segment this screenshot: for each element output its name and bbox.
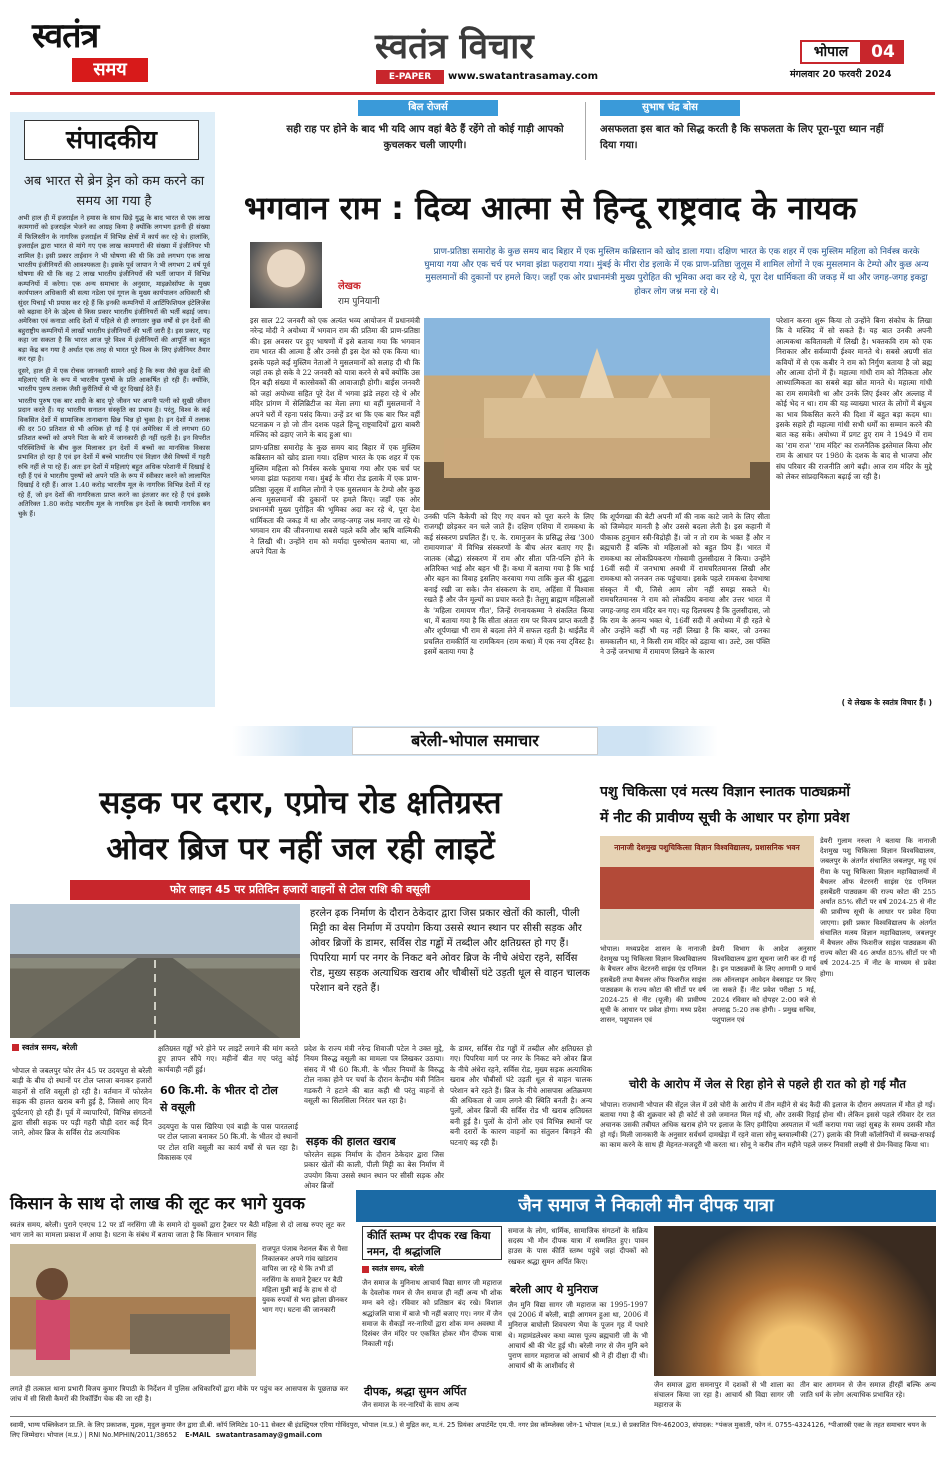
imprint: [10, 1420, 936, 1460]
lead-intro: प्राण-प्रतिष्ठा समारोह के कुछ समय बाद बिहार में एक मुस्लिम कब्रिस्तान को खोद डाला गया। दक्षिण भारत के एक शहर में एक मुस्लिम महिला को निर्वस्त्र करके घुमाया गया और एक चर्च पर भगवा झंडा फहराया गया। मुंबई के मीरा रोड इलाके में एक प्राण-प्रतिष्ठा जुलूस में शामिल लोगों ने एक मुसलमान के टेम्पो और कुछ अन्य मुसलमानों की दुकानों पर हमले किए। जहाँ एक ओर प्रधानमंत्री मुख्य पुरोहित की भूमिका अदा कर रहे थे, पूरा देश धार्मिकता की जकड़ में था और जगह-जगह इकट्ठा होकर लोग जश्न मना रहे थे।: [424, 247, 929, 297]
loot-side: राजपूत पंजाब नेशनल बैंक से पैसा निकालकर अपने गांव खांडराव वापिस जा रहे थे कि तभी डॉ नरसिंगा के समाने ट्रैक्टर पर बैठी महिला मुन्नी बाई के हाथ से दो युवक रुपयों से भरा झोला छीनकर भाग गए। घटना की जानकारी: [262, 1245, 348, 1315]
loot-intro: स्वतंत्र समय, बरेली। पुराने एनएच 12 पर डॉ नरसिंगा जी के समाने दो युवकों द्वारा ट्रैक्टर पर बैठी महिला से दो लाख रुपए लूट कर भाग जाने का मामला प्रकाश में आया है। घटना के संबंध में बताया जाता है कि किसान भगवान सिंह: [10, 1221, 345, 1239]
logo-bottom: समय: [72, 58, 148, 82]
loot-headline: किसान के साथ दो लाख की लूट कर भागे युवक: [10, 1194, 305, 1214]
date-line: मंगलवार 20 फरवरी 2024: [790, 69, 892, 80]
author-label: लेखक: [338, 281, 361, 292]
lead-col-2: उनकी पत्नि कैकेयी को दिए गए वचन को पूरा करने के लिए राजगद्दी छोड़कर वन चले जाते हैं। दक्षिण एशिया में रामकथा के कई संस्करण प्रचलित हैं। ए. के. रामानुजन के प्रसिद्ध लेख '300 रामायणाज' में विभिन्न संस्करणों के बीच अंतर बताए गए हैं। जातक (बौद्ध) संस्करण में राम और सीता पति-पत्नि होने के अतिरिक्त भाई और बहन भी हैं। कथा में बताया गया है कि भाई और बहन का विवाह इसलिए करवाया गया ताकि कुल की शुद्धता बनाई रखी जा सके। जैन संस्करण के राम, अहिंसा में विश्वास रखते हैं और जैन मूल्यों का प्रचार करते हैं। तेलुगू ब्राह्मण महिलाओं के 'महिला रामायण गीत', जिन्हें रंगनायकम्मा ने संकलित किया था, में बताया गया है कि सीता अंततः राम पर विजय प्राप्त करती हैं और शूर्पणखा भी राम से बदला लेने में सफल रहती है। थाईलैंड में प्रचलित रामकीर्ति या रामकियन (राम कथा) में एक नया ट्विस्ट है। इसमें बताया गया है: [424, 512, 594, 657]
quote-2-text: असफलता इस बात को सिद्ध करती है कि सफलता के लिए पूरा-पूरा ध्यान नहीं दिया गया।: [600, 124, 884, 151]
quote-1-text: सही राह पर होने के बाद भी यदि आप वहां बैठे हैं रहेंगे तो कोई गाड़ी आपको कुचलकर चली जाएगी।: [286, 124, 564, 151]
jail-body: भोपाल। राजधानी भोपाल की सेंट्रल जेल में उसे चोरी के आरोप में तीन महीने से बंद कैदी की इलाज के दौरान अस्पताल में मौत हो गई। बताया गया है की शुक्रवार को ही कोर्ट से उसे जमानत मिल गई थी, और उसकी रिहाई होना थी। लेकिन इससे पहले रविवार देर रात अचानक उसकी तबीयत अधिक खराब होने पर इलाज के लिए हमीदिया अस्पताल में भर्ती कराया गया जहां सुबह के समय उसकी मौत हो गई। मिली जानकारी के अनुसार सर्वधर्म दामखेड़ा में रहने वाला सोनू ब्लवाल्मीकी (27) इलाके की निजी कॉलोनियों में स्वच्छ-सफाई का काम करने के साथ ही मेहनत-मजदूरी भी करता था। सोनू ने करीब तीन महीने पहले जरूर निवासी लक्ष्मी से प्रेम-विवाह किया था।: [600, 1101, 935, 1150]
editorial-para-3: भारतीय पुरुष एक बार शादी के बाद पूरे जीवन भर अपनी पत्नी को सुखी जीवन प्रदान करते हैं। यह भारतीय सनातन संस्कृति का प्रभाव है। परंतु, विश्व के कई विकसित देशों में सामाजिक तानाबाना छिन्न भिन्न हो चुका है। इन देशों में तलाक की दर 50 प्रतिशत से भी अधिक हो गई है एवं अमेरिका में तो लगभग 60 प्रतिशत बच्चों को अपने पिता के बारे में जानकारी ही नहीं रहती है। इन विपरीत परिस्थितियों के बीच कुल मिलाकर इन देशों में बच्चों का मानसिक विकास प्रभावित हो रहा है एवं इन देशों में बच्चे भारतीय एवं विज्ञान जैसे विषयों में गहरी रुचि नहीं ले पा रहे हैं। अतः इन देशों में महिलाएं बहुत अधिक परेशानी में दिखाई दे रही हैं एवं वे भारतीय पुरुषों को अपने पति के रूप में स्वीकार करने को लालायित दिखाई दे रही हैं। आज 1.40 करोड़ भारतीय मूल के नागरिक विभिन्न देशों में रह रहे हैं, जो इन देशों की नागरिकता प्राप्त करने का इंतजार कर रहे हैं एवं इसके अतिरिक्त 1.80 करोड़ भारतीय मूल के नागरिक इन देशों के स्थायी नागरिक बन चुके हैं।: [18, 396, 210, 518]
bridge-body-1: भोपाल से जबलपुर फोर लेन 45 पर उदयपुरा से बरेली बाड़ी के बीच दो स्थानों पर टोल प्लाजा बनाकर हजारों वाहनों से राशि वसूली हो रही है। वर्तमान में फोरलेन सड़क की हालत खराब बनी हुई है, जिससे आए दिन दुर्घटनाएं हो रही हैं। पूर्व में व्यापारियों, विभिन्न संगठनों द्वारा सीसी सड़क पर पड़ी गहरी चौड़ी दरार कई दिन जाने, ओवर ब्रिज के सर्विस रोड अत्याधिक: [12, 1066, 152, 1138]
jain-photo: [654, 1226, 936, 1376]
jain-body-1b: जैन समाज के नर-नारियों के साथ अन्य: [362, 1401, 459, 1409]
bridge-subhead-1: 60 कि.मी. के भीतर दो टोल से वसूली: [160, 1084, 278, 1114]
bridge-intro: हरलेन ढ़क निर्माण के दौरान ठेकेदार द्वारा जिस प्रकार खेतों की काली, पीली मिट्टी का बेस निर्माण में उपयोग किया उससे स्थान स्थान पर सीसी सड़क और ओवर ब्रिजों के डामर, सर्विस रोड गड्ढों में तब्दील और क्षतिग्रस्त हो गए हैं। पिपरिया मार्ग पर नगर के निकट बने ओवर ब्रिज के नीचे अंधेरा रहने, सर्विस रोड, मुख्य सड़क अत्याधिक खराब और चौबीसों घंटे उड़ती धूल से वाहन चालक परेशान बने रहते हैं।: [310, 908, 590, 994]
jail-headline: चोरी के आरोप में जेल से रिहा होने से पहले ही रात को हो गई मौत: [629, 1077, 906, 1091]
bridge-body-4: प्रदेश के राज्य मंत्री नरेन्द्र शिवाजी पटेल ने उक्त मुद्दे, नियम विरुद्ध वसूली का मामला पत्र लिखकर उठाया। संसद में भी 60 कि.मी. के भीतर नियमों के विरुद्ध टोल नाका होने पर चर्चा के दौरान केन्द्रीय मंत्री नितिन गडकरी ने हटाने की बात कही थी परंतु वाहनों से वसूली का सिलसिला निरंतर चल रहा है।: [304, 1044, 444, 1106]
road-illustration: [10, 904, 300, 1038]
bridge-body-2: क्षतिग्रस्त गड्ढों भरे होने पर लाइटें लगाने की मांग करते हुए ज्ञापन सौंपे गए। महीनों बीत गए परंतु कोई कार्यवाही नहीं हुई।: [158, 1044, 298, 1074]
editorial-para-2: दूसरे, हाल ही में एक रोचक जानकारी सामने आई है कि रूस जैसे कुछ देशों की महिलाएं पति के रूप में भारतीय पुरुषों के प्रति आकर्षित हो रही हैं। क्योंकि, भारतीय पुरुष तलाक जैसी कुरीतियों से भी दूर दिखाई देते हैं।: [18, 366, 210, 394]
editorial-label: संपादकीय: [24, 120, 199, 160]
university-photo: [600, 836, 814, 940]
bridge-body-6: के डामर, सर्विस रोड गड्ढों में तब्दील और क्षतिग्रस्त हो गए। पिपरिया मार्ग पर नगर के निकट बने ओवर ब्रिज के नीचे अंधेरा रहने, सर्विस रोड, मुख्य सड़क अत्याधिक खराब और चौबीसों घंटे उड़ती धूल से वाहन चालक परेशान बने रहते हैं। ब्रिज के नीचे आसपास अतिक्रमण की अधिकता से जाम लगने की स्थिति बनती है। अन्य पुलों, ओवर ब्रिजों की सर्विस रोड भी खराब क्षतिग्रस्त बनी हुई है। पुलों के दोनों ओर एवं विभिन्न स्थानों पर बनी दरारों के कारण वाहनों का संतुलन बिगड़ने की घटनाएं बढ़ रही हैं।: [450, 1044, 592, 1147]
vet-body-1: भोपाल। मध्यप्रदेश शासन के नानाजी देशमुख पशु चिकित्सा विज्ञान विश्वविद्यालय के बैचलर ऑफ वेटरनरी साइंस एंड एनिमल हसबेंडरी तथा बैचलर ऑफ फिशरीज साइंस पाठ्यक्रम के राज्य कोटा की सीटों पर वर्ष 2024-25 से नीट (यूजी) की प्रावीण्य सूची के आधार पर प्रवेश होगा। मध्य प्रदेश शासन, पशुपालन एवं: [600, 945, 706, 1025]
author-name: राम पुनियानी: [338, 297, 380, 307]
jain-headline: जैन समाज ने निकाली मौन दीपक यात्रा: [356, 1190, 936, 1222]
imprint-email-label: E-MAIL: [185, 1431, 211, 1439]
loot-photo: [10, 1244, 256, 1376]
loot-illustration: [10, 1244, 256, 1376]
bridge-subhead-2: सड़क की हालत खराब: [306, 1135, 396, 1148]
vet-side: डेयरी गुलाम नरुला ने बताया कि नानाजी देशमुख पशु चिकित्सा विज्ञान विश्वविद्यालय, जबलपुर के अंतर्गत संचालित जबलपुर, महू एवं रीवा के पशु चिकित्सा विज्ञान महाविद्यालयों में बैचलर ऑफ वेटरनरी साइंस एंड एनिमल हसबेंडरी पाठ्यक्रम की राज्य कोटा की 255 अर्थात 85% सीटों पर वर्ष 2024-25 से नीट की प्रावीण्य सूची के आधार पर प्रवेश दिया जाएगा। इसी प्रकार विश्वविद्यालय के अंतर्गत संचालित मत्स्य विज्ञान महाविद्यालय, जबलपुर में बैचलर ऑफ फिशरीज साइंस पाठ्यक्रम की राज्य कोटा की 46 अर्थात 85% सीटों पर भी वर्ष 2024-25 में नीट के माध्यम से प्रवेश होगा।: [820, 837, 936, 978]
lead-headline: भगवान राम : दिव्य आत्मा से हिन्दू राष्ट्रवाद के नायक: [244, 189, 857, 227]
masthead-rule: [10, 92, 935, 95]
lead-col-4: परेशान करना शुरू किया तो उन्होंने बिना संकोच के लिखा कि वे मस्जिद में सो सकते हैं। यह बात उनकी अपनी आत्मकथा कवितावली में लिखी है। भक्तकवि राम को एक निराकार और सर्वव्यापी ईश्वर मानते थे। सबसे अग्रणी संत कवियों में से एक कबीर ने राम को निर्गुण बताया है जो ब्रह्म और आत्मा दोनों में हैं। महात्मा गांधी राम को नैतिकता और आध्यात्मिकता का सबसे बड़ा स्रोत मानते थे। महात्मा गांधी का राम समावेशी था और उनके लिए ईश्वर और अल्लाह में कोई भेद न था। राम की यह व्याख्या भारत के लोगों में बंधुत्व का भाव विकसित करने की दिशा में बहुत बड़ा कदम था। इसके सहारे ही महात्मा गांधी सभी धर्मों का सम्मान करने की बात कह सके। अयोध्या में प्रगट हुए राम ने 1949 में राम का 'राम राज' 'राम मंदिर' का राजनैतिक इस्तेमाल किया और राम के आधार पर 1980 के दशक के बाद से भाजपा और संघ परिवार की राजनीति आगे बढ़ी। आज राम मंदिर के मुद्दे को लेकर सांप्रदायिकता बढ़ाई जा रही है।: [776, 316, 932, 482]
loot-footer: लगते ही तत्काल थाना प्रभारी विजय कुमार त्रिपाठी के निर्देशन में पुलिस अधिकारियों द्वारा मौके पर पहुंच कर आसपास के पूछताछ कर जांच में सी सिसी कैमरों की रिकॉर्डिंग चेक की जा रही है।: [10, 1385, 348, 1403]
road-photo: [10, 904, 300, 1038]
jain-caption-2: तीन बार आगमन से जैन समाज हीरहीं बल्कि अन्य जाति धर्म के लोग अत्याधिक प्रभावित रहे।: [800, 1381, 936, 1400]
quote-divider: [585, 102, 586, 160]
editorial-body: [18, 214, 210, 704]
vet-headline-2: में नीट की प्रावीण्य सूची के आधार पर होगा प्रवेश: [600, 810, 850, 826]
epaper-badge: E-PAPER: [376, 70, 444, 84]
bridge-strap: फोर लाइन 45 पर प्रतिदिन हजारों वाहनों से टोल राशि की वसूली: [70, 880, 530, 900]
editorial-para-1: अभी हाल ही में इजराईल ने हमास के साथ छिड़े युद्ध के बाद भारत से एक लाख कामगारों को इजराईल भेजने का आग्रह किया है क्योंकि लगभग इतनी ही संख्या में फिलिस्तीन के नागरिक इजराईल में विभिन्न क्षेत्रों में कार्य कर रहे थे। हालांकि, इजराईल द्वारा भारत से मांगे गए एक लाख कामगारों की संख्या में इंजीनियर भी शामिल है। इसी प्रकार ताईवान ने भी घोषणा की थी कि उसे लगभग एक लाख भारतीय इंजीनियरों की आवश्यकता है। इसके पूर्व जापान ने भी लगभग 2 वर्ष पूर्व घोषणा की थी कि वह 2 लाख भारतीय इंजीनियरों की भर्ती जापान में विभिन्न कम्पनियों में करेगा। एक अन्य समाचार के अनुसार, माइक्रोसॉफ्ट के मुख्य कार्यपालन अधिकारी श्री सत्या नडेला एवं गूगल के मुख्य कार्यपालन अधिकारी श्री सुंदर पिचाई भी प्रयास कर रहे हैं कि इनकी कम्पनियों में आर्टिफिशियल इंटेलिजेंस को बढ़ावा देने के उद्देश्य से किस प्रकार भारतीय इंजीनियरों की भर्ती बढ़ाई जाय। अमेरिका एवं कनाडा आदि देशों में पहिले से ही लगातार कुछ वर्षों से इन देशों की बहुराष्ट्रीय कम्पनियों में लाखों भारतीय इंजीनियरों की भर्ती जारी है। इस प्रकार, यह कहा जा सकता है कि भारत आज पूरे विश्व में इंजीनियरों की आपूर्ति का बहुत बड़ा केंद्र बन गया है अर्थात एक तरह से भारत पूरे विश्व के लिए इंजीनियर तैयार कर रहा है।: [18, 214, 210, 364]
author-photo: [250, 242, 322, 308]
jain-caption-1: जैन समाज द्वारा समनापुर में दशकों से भी शाला का संचालन किया जा रहा है। आचार्य श्री विद्या सागर जी महाराज के: [654, 1381, 794, 1410]
section-banner: बरेली-भोपाल समाचार: [352, 727, 598, 755]
bridge-headline-1: सड़क पर दरार, एप्रोच रोड क्षतिग्रस्त: [99, 785, 502, 821]
lead-col-1: [250, 316, 420, 712]
temple-photo: [424, 318, 770, 510]
logo-top: स्वतंत्र: [32, 16, 99, 56]
editorial-title: अब भारत से ब्रेन ड्रेन को कम करने का समय आ गया है: [23, 174, 205, 209]
section-title: स्वतंत्र विचार: [375, 26, 534, 67]
vet-headline-1: पशु चिकित्सा एवं मत्स्य विज्ञान स्नातक पाठ्यक्रमों: [600, 784, 851, 800]
lead-col-3: कि शूर्पणखा की बेटी अपनी माँ की नाक काटे जाने के लिए सीता को जिम्मेदार मानती है और उससे बदला लेती है। इस कहानी में पीकाक हनुमान स्त्री-विद्रोही हैं। जो न तो राम के भक्त हैं और न ब्रह्मचारी हैं बल्कि वो महिलाओं को बहुत प्रिय हैं। भारत में रामकथा का लोकप्रियकरण गोस्वामी तुलसीदास ने किया। उन्होंने 16वीं सदी में जनभाषा अवधी में रामचरितमानस लिखी और रामकथा को जनजन तक पहुंचाया। इसके पहले रामकथा देवभाषा संस्कृत में थी, जिसे आम लोग नहीं समझ सकते थे। रामचरितमानस ने राम को लोकप्रिय बनाया और उत्तर भारत में जगह-जगह राम मंदिर बन गए। यह दिलचस्प है कि तुलसीदास, जो कि राम के अनन्य भक्त थे, 16वीं सदी में अयोध्या में ही रहते थे और उन्होंने कहीं भी यह नहीं लिखा है कि बाबर, जो उनका समकालीन था, ने किसी राम मंदिर को ढहाया था। उल्टे, उस पंक्ति ने उन्हें जनभाषा में रामायण लिखने के कारण: [600, 512, 770, 657]
page-number: 04: [862, 40, 904, 64]
jain-boxed: कीर्ति स्तम्भ पर दीपक रख किया नमन, दी श्रद्धांजलि: [362, 1226, 502, 1260]
vet-body-2: डेयरी विभाग के आदेश अनुसार विश्वविद्यालय द्वारा सूचना जारी कर दी गई है। इन पाठ्यक्रमों के लिए आगामी 9 मार्च तक ऑनलाइन आवेदन वेबसाइट पर किए जा सकते हैं। नीट प्रवेश परीक्षा 5 मई, 2024 रविवार को दोपहर 2:00 बजे से अपराह्न 5:20 तक होगी। - प्रमुख सचिव, पशुपालन एवं: [712, 945, 816, 1025]
quote-1-author: बिल रोजर्स: [358, 100, 498, 116]
editorial: [10, 112, 215, 707]
jain-subhead-2: बरेली आए थे मुनिराज: [510, 1283, 598, 1296]
imprint-rule: [10, 1416, 936, 1417]
jain-body-1: जैन समाज के मुनिनाथ आचार्य विद्या सागर जी महाराज के देवलोक गमन से जैन समाज ही नहीं अन्य भी शोक मग्न बने रहे। रविवार को प्रतिष्ठान बंद रखे। विशाल श्रद्धांजलि यात्रा में बाजे भी नहीं बजाए गए। नगर में जैन समाज के सैकड़ों नर-नारियों द्वारा शोक मग्न अवस्था में दिसंबर जैन मंदिर पर एकत्रित होकर मौन दीपक यात्रा निकाली गई।: [362, 1279, 502, 1349]
bridge-body-3: उदयपुरा के पास खिरिया एवं बाड़ी के पास पारतलाई पर टोल प्लाजा बनाकर 50 कि.मी. के भीतर दो स्थानों पर टोल राशि वसूली का कार्य वर्षों से चल रहा है। विकासक एवं: [158, 1122, 298, 1163]
site-url[interactable]: www.swatantrasamay.com: [448, 71, 599, 82]
lead-col-1-b: प्राण-प्रतिष्ठा समारोह के कुछ समय बाद बिहार में एक मुस्लिम कब्रिस्तान को खोद डाला गया। दक्षिण भारत के एक शहर में एक मुस्लिम महिला को निर्वस्त्र करके घुमाया गया और एक चर्च पर भगवा झंडा फहराया गया। मुंबई के मीरा रोड इलाके में एक प्राण-प्रतिष्ठा जुलूस में शामिल लोगों ने एक मुसलमान के टेम्पो और कुछ अन्य मुसलमानों की दुकानों पर हमले किए। जहाँ एक ओर प्रधानमंत्री मुख्य पुरोहित की भूमिका अदा कर रहे थे, पूरा देश धार्मिकता की जकड़ में था और जगह-जगह जश्न मनाए जा रहे थे। भगवान राम की जीवनगाथा सबसे पहले कवि और ऋषि वाल्मिकी ने लिखी थी। उन्होंने राम को मर्यादा पुरुषोत्तम बताया था, जो अपने पिता के: [250, 442, 420, 556]
building-sign: नानाजी देशमुख पशुचिकित्सा विज्ञान विश्वविद्यालय, प्रशासनिक भवन: [614, 843, 800, 852]
lead-col-1-a: इस साल 22 जनवरी को एक अत्यंत भव्य आयोजन में प्रधानमंत्री नरेन्द्र मोदी ने अयोध्या में भगवान राम की प्रतिमा की प्राण-प्रतिष्ठा की। इस अवसर पर हुए भाषणों में इसे बताया गया कि भगवान राम भारत की आत्मा हैं और उनसे ही इस देश को एक किया था। इसके पहले कई मुस्लिम नेताओं ने मुसलमानों को सलाह दी थी कि जहां तक हो सके वे 22 जनवरी को यात्रा करने से बचें क्योंकि उस दिन बड़ी संख्या में कारसेवकों की आवाजाही होगी। बाईस जनवरी को जहां अयोध्या सहित पूरे देश में भगवा झंडे लहरा रहे थे और मंदिर प्रांगण में सेलिब्रिटीज का मेला लगा था वहीं मुसलमानों ने अपने घरों में रहना पसंद किया। उन्हें डर था कि एक बार फिर वहीं घटनाक्रम न हो जो तीन दशक पहले हिन्दू राष्ट्रवादियों द्वारा बाबरी मस्जिद को ढहाए जाने के बाद हुआ था।: [250, 316, 420, 440]
imprint-text: स्वामी, भाग्य पब्लिकेशन प्रा.लि. के लिए प्रकाशक, मुद्रक, मृदुल कुमार जैन द्वारा डी.बी. कॉर्प लिमिटेड 10-11 सेक्टर बी इंडस्ट्रियल एरिया गोविंदपुरा, भोपाल (म.प्र.) से मुद्रित कर, म.नं. 25 प्रियंका अपार्टमेंट एम.पी. नगर प्रेस कॉम्प्लेक्स जोन-1 भोपाल (म.प्र.) से प्रकाशित पिन-462003, संपादक: *पंकज मुकाती, फोन नं. 0755-4324126, *पीआरबी एक्ट के तहत समाचार चयन के लिए जिम्मेदार। भोपाल (म.प्र.) | RNI No.MPHIN/2011/38652: [10, 1421, 927, 1439]
bridge-body-5: फोरलेन सड़क निर्माण के दौरान ठेकेदार द्वारा जिस प्रकार खेतों की काली, पीली मिट्टी का बेस निर्माण में उपयोग किया उससे स्थान स्थान पर सीसी सड़क और ओवर ब्रिजों: [304, 1150, 444, 1191]
quotes-strip: [240, 96, 935, 166]
jain-subhead: दीपक, श्रद्धा सुमन अर्पित: [364, 1385, 467, 1398]
jain-byline: स्वतंत्र समय, बरेली: [362, 1264, 502, 1276]
bridge-byline: स्वतंत्र समय, बरेली: [12, 1042, 212, 1054]
lead-footnote: ( ये लेखक के स्वतंत्र विचार हैं। ): [841, 698, 932, 707]
jain-body-2: समाज के लोग, धार्मिक, सामाजिक संगठनों के सक्रिय सदस्य भी मौन दीपक यात्रा में सम्मलित हुए। पावन हाउस के पास कीर्ति स्तम्भ पहुंचे जहां दीपकों को रखकर श्रद्धा सुमन अर्पित किए।: [508, 1227, 648, 1266]
temple-illustration: [424, 318, 770, 510]
bridge-headline-2: ओवर ब्रिज पर नहीं जल रही लाइटें: [106, 831, 495, 867]
imprint-email[interactable]: swatantrasamay@gmail.com: [215, 1431, 323, 1439]
jain-body-3: जैन मुनि विद्या सागर जी महाराज का 1995-1997 एवं 2006 में बरेली, बाड़ी आगमन हुआ था, 2006 में मुनिराज बाघोली शिवचरण भैया के पूजन गृह में पधारे थे। महामंडलेश्वर कथा व्यास पूज्य ब्रह्मचारी जी के भी आचार्य श्री की भेंट हुई थी। बरेली नगर से जैन मुनि बने पुराण सागर महाराज को आचार्य श्री ने ही दीक्षा दी थी। आचार्य श्री के आशीर्वाद से: [508, 1301, 648, 1371]
masthead: [0, 0, 945, 98]
quote-2-author: सुभाष चंद्र बोस: [600, 100, 740, 116]
city-label: भोपाल: [800, 40, 862, 64]
